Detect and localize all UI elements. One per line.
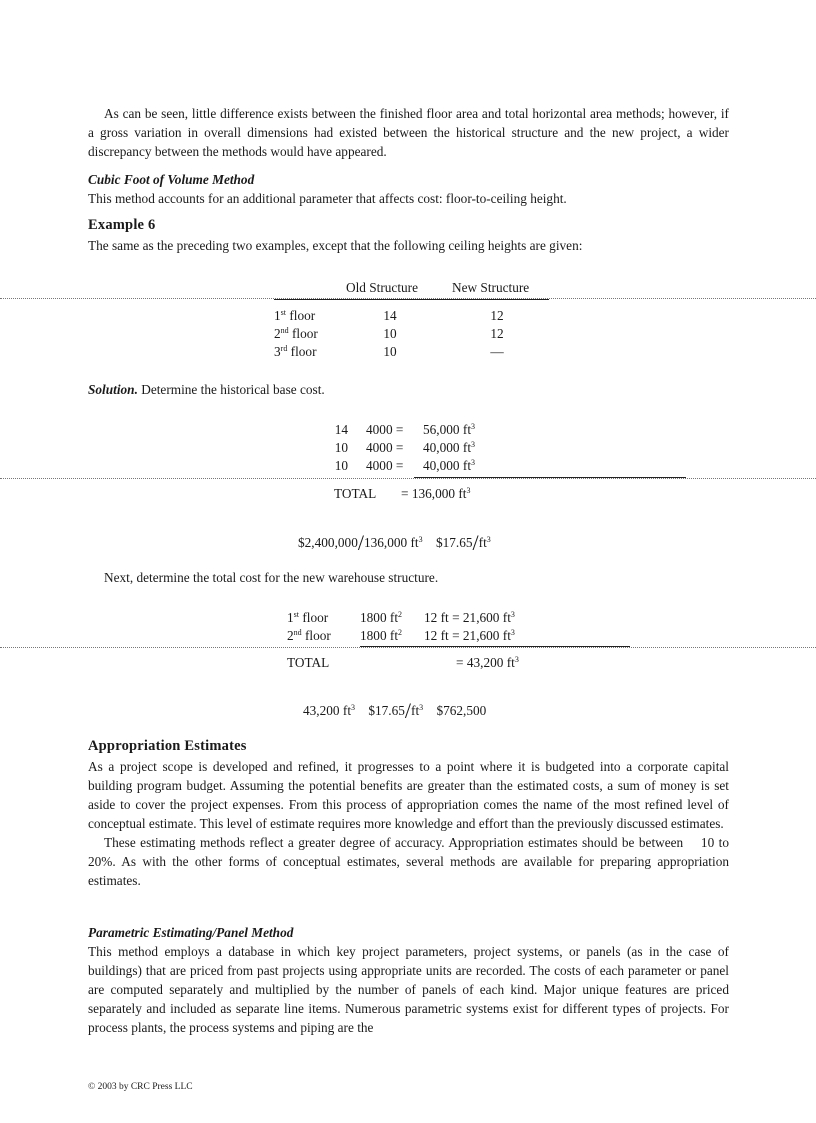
old-height-cell: 10 (383, 326, 397, 341)
cubic-foot-text: This method accounts for an additional parameter that affects cost: floor-to-ceiling height. (88, 191, 567, 206)
example-heading: Example 6 (88, 217, 156, 233)
calc-result: 56,000 $ft^3$ (423, 422, 476, 437)
table-row: 2nd floor (274, 326, 318, 341)
new-area-cell: 1800 $ft^2$ (360, 628, 403, 643)
calc-area: 4000 = (366, 458, 404, 473)
parametric-text: This method employs a database in which key project parameters, project systems, or panels (as in the case of buildings) that are priced from past projects using appropriate units are recorded. The costs of each parameter or panel are computed separately and multiplied by the number of panels of each kind. Major unique features are priced separately and included as separate line items. Numerous parametric systems exist for different types of projects. For process plants, the process systems and piping are the (88, 944, 729, 1035)
calc-height: 10 (334, 458, 348, 473)
final-cost-equation: 43,200 $ft^3$ $\$17.65/ft^3$ $762,500 (303, 698, 487, 723)
calc-total-label: TOTAL (334, 486, 377, 501)
example-text: The same as the preceding two examples, except that the following ceiling heights are given: (88, 238, 583, 253)
new-total-value: = 43,200 $ft^3$ (456, 655, 519, 670)
calc-area: 4000 = (366, 440, 404, 455)
new-height-cell: — (490, 344, 504, 359)
calc-height: 10 (334, 440, 348, 455)
new-area-cell: 1800 $ft^2$ (360, 610, 403, 625)
cubic-foot-section (88, 170, 729, 208)
new-calc-sum-line (360, 646, 630, 647)
table-row: 1st floor (274, 308, 316, 323)
header-new-structure: New Structure (452, 280, 530, 295)
intro-block (88, 104, 729, 161)
new-height-cell: 12 (490, 308, 504, 323)
unit-cost-equation: $2,400,000/136,000 $ft^3$ $\$17.65/ft^3$ (298, 530, 491, 555)
new-calc-dotted-rule (0, 647, 816, 648)
calc-sum-line (414, 477, 686, 478)
calc-total-value: = 136,000 $ft^3$ (401, 486, 471, 501)
parametric-section (88, 923, 729, 1037)
calc-height: 14 (334, 422, 348, 437)
calc-result: 40,000 $ft^3$ (423, 458, 476, 473)
calc-result: 40,000 $ft^3$ (423, 440, 476, 455)
new-total-label: TOTAL (287, 655, 330, 670)
solution-text: Determine the historical base cost. (141, 382, 325, 397)
table-row: 1st floor (287, 610, 329, 625)
appropriation-paragraph-2: These estimating methods reflect a greater degree of accuracy. Appropriation estimates should be between 10 to 20%. As with the other forms of conceptual estimates, several methods are available for preparing appropriation estimates. (88, 835, 733, 888)
copyright-footer: © 2003 by CRC Press LLC (88, 1082, 193, 1092)
example-section (88, 216, 729, 255)
new-calc-cell: 12 ft = 21,600 $ft^3$ (424, 610, 515, 625)
new-height-cell: 12 (490, 326, 504, 341)
solution-label: Solution. (88, 382, 138, 397)
next-text: Next, determine the total cost for the new warehouse structure. (104, 570, 439, 585)
table-row: 3rd floor (274, 344, 317, 359)
calc-dotted-rule (0, 478, 816, 479)
appropriation-paragraph-1: As a project scope is developed and refined, it progresses to a point where it is budgeted into a corporate capital building program budget. Assuming the potential benefits are greater than the estimated costs, a sum of money is set aside to cover the project expenses. From this process of appropriation comes the name of the most refined level of conceptual estimate. This level of estimate requires more knowledge and effort than the previously discussed estimates. (88, 759, 729, 831)
old-height-cell: 14 (383, 308, 397, 323)
table-header-underline (274, 299, 549, 300)
old-height-cell: 10 (383, 344, 397, 359)
intro-paragraph: As can be seen, little difference exists between the finished floor area and total horizontal area methods; however, if a gross variation in overall dimensions had existed between the historical structure and the new project, a wider discrepancy between the methods would have appeared. (88, 106, 729, 159)
cubic-foot-heading: Cubic Foot of Volume Method (88, 172, 255, 187)
solution-line (88, 380, 729, 399)
header-old-structure: Old Structure (346, 280, 419, 295)
appropriation-heading: Appropriation Estimates (88, 738, 247, 754)
next-block (88, 568, 729, 587)
table-row: 2nd floor (287, 628, 331, 643)
parametric-heading: Parametric Estimating/Panel Method (88, 925, 294, 940)
calc-area: 4000 = (366, 422, 404, 437)
appropriation-section (88, 737, 733, 890)
new-calc-cell: 12 ft = 21,600 $ft^3$ (424, 628, 515, 643)
